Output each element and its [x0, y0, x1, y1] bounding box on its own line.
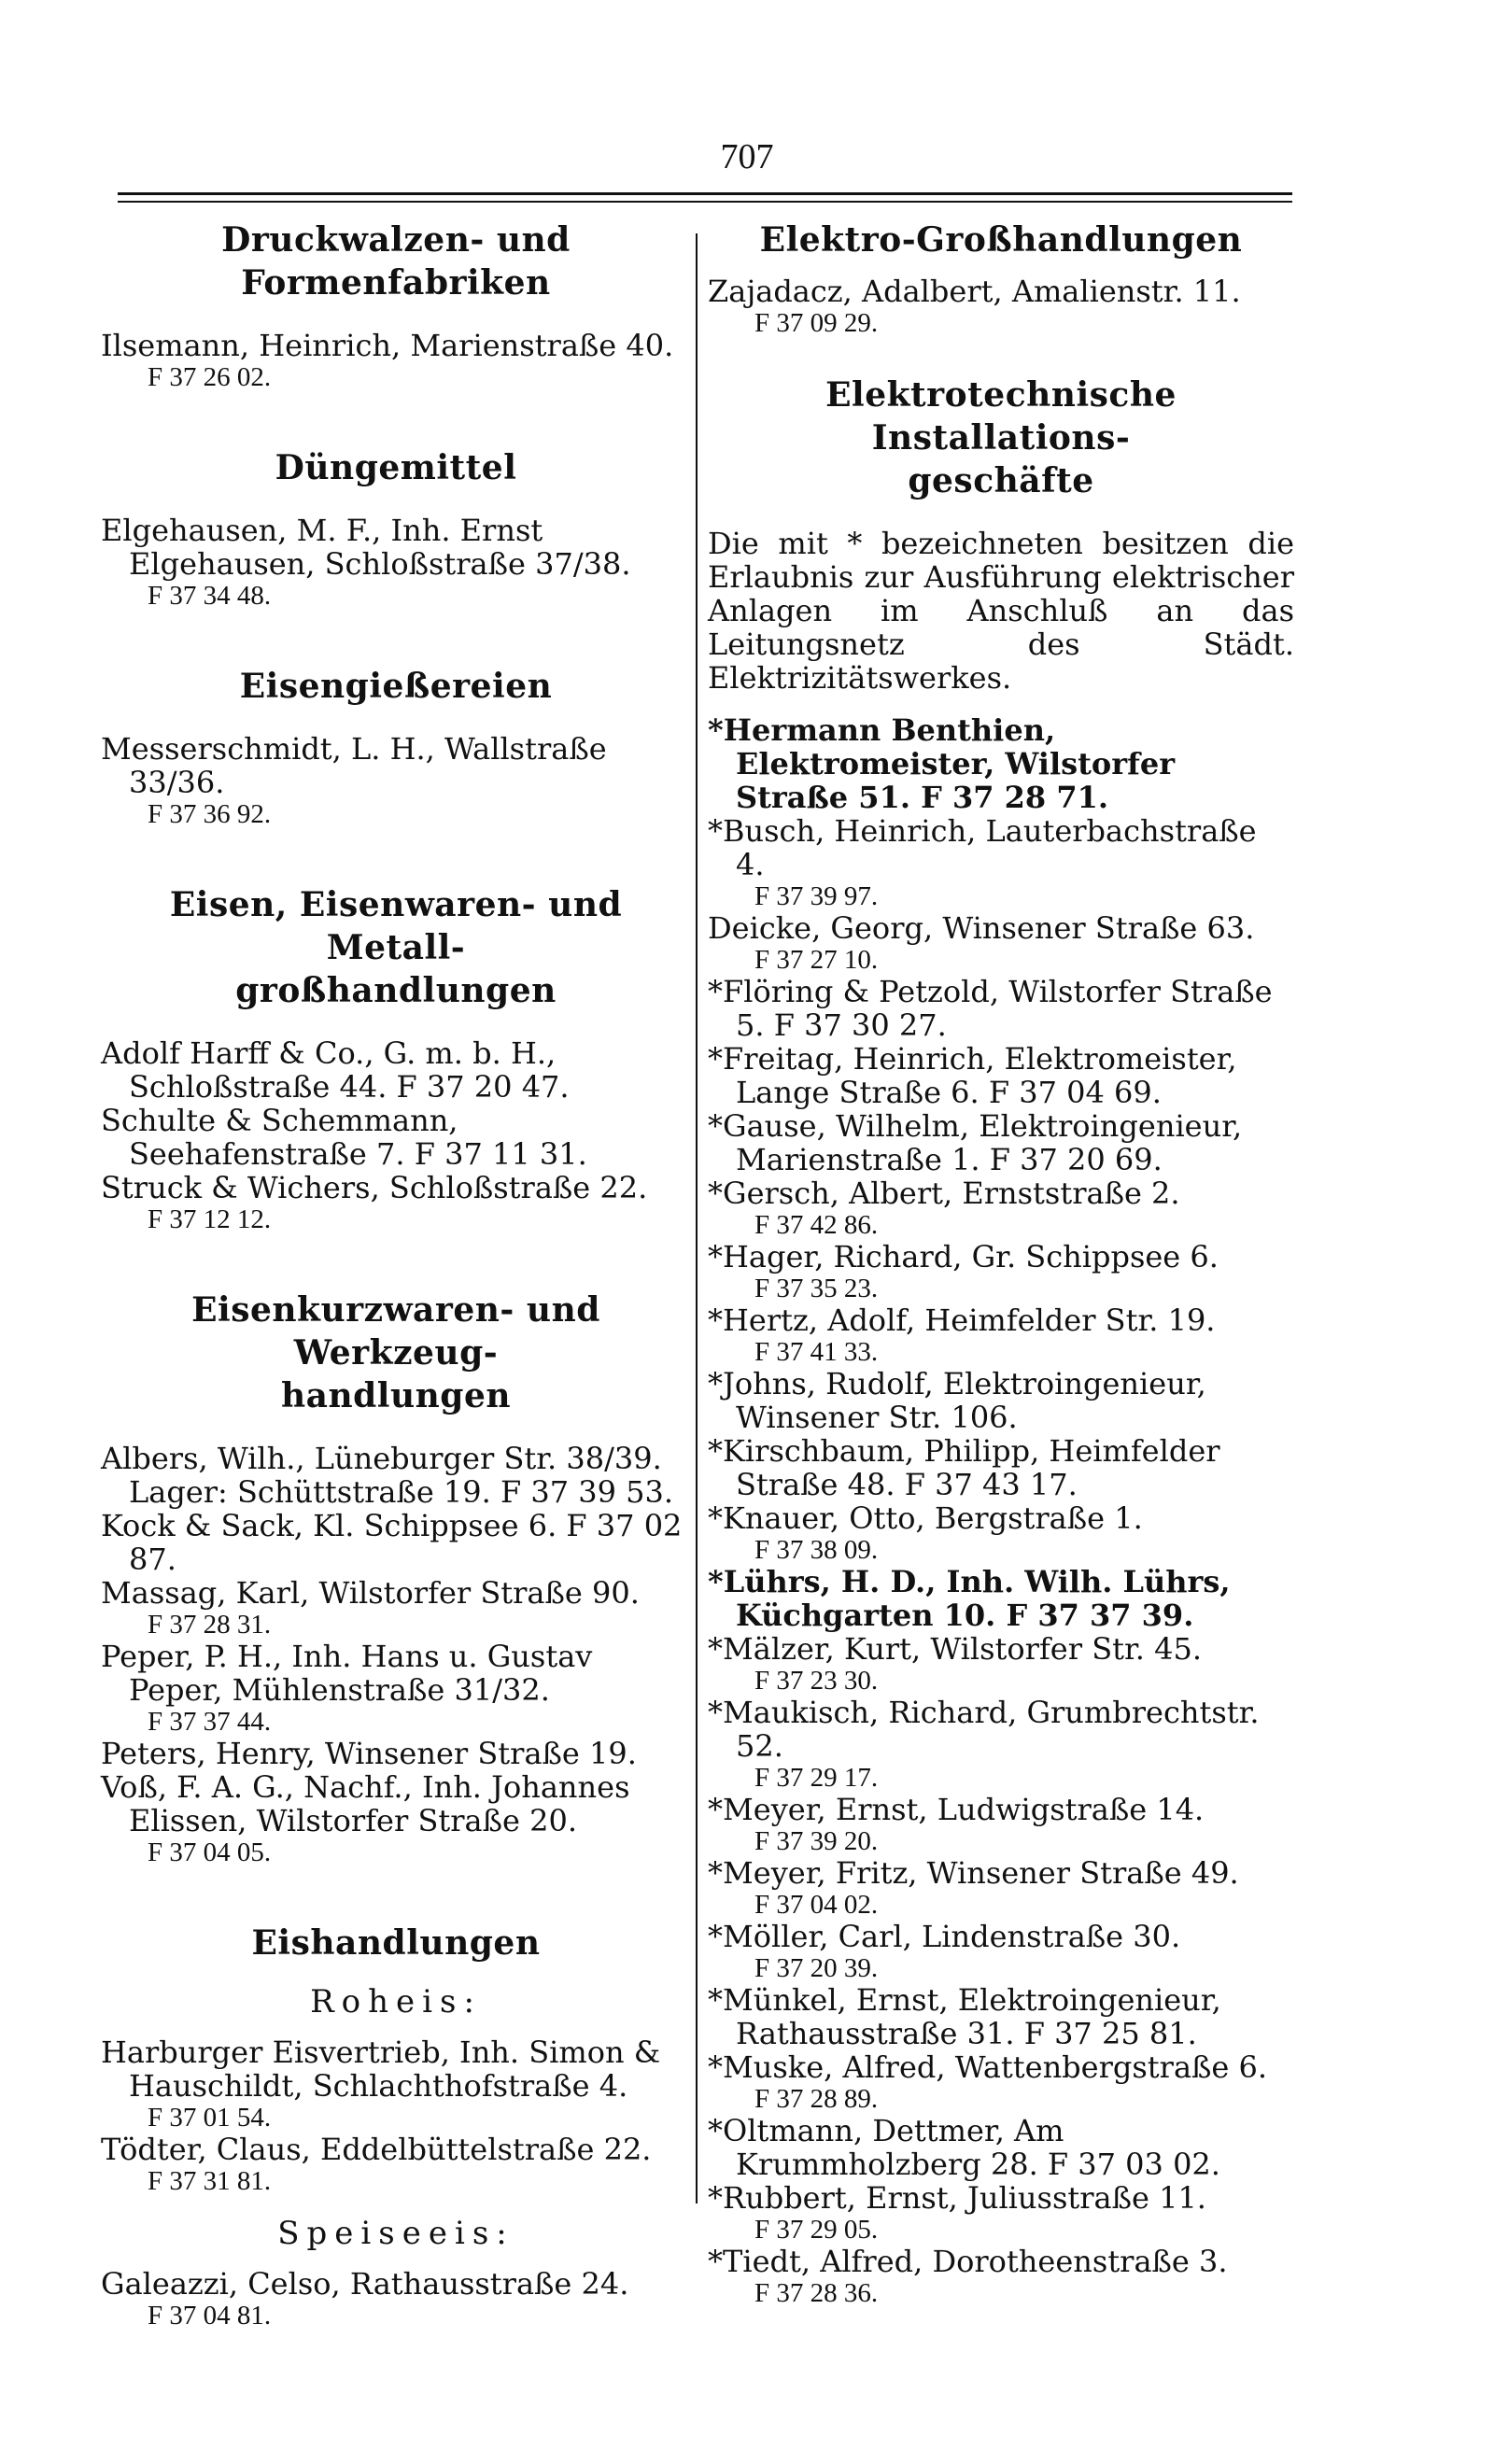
directory-entry: [708, 911, 1294, 975]
directory-entry: [708, 1793, 1294, 1856]
entry-text: Massag, Karl, Wilstorfer Straße 90.: [101, 1575, 640, 1611]
directory-entry: [708, 2245, 1294, 2308]
directory-entry: [101, 1737, 691, 1770]
directory-entry: [101, 1640, 691, 1737]
entry-text: Kock & Sack, Kl. Schippsee 6. F 37 02 87.: [101, 1508, 683, 1577]
entry-phone: F 37 28 36.: [754, 2278, 879, 2308]
entry-text: Messerschmidt, L. H., Wallstraße 33/36.: [101, 731, 607, 800]
entry-text: Deicke, Georg, Winsener Straße 63.: [708, 910, 1255, 946]
directory-entry: [708, 2050, 1294, 2114]
entry-phone: F 37 27 10.: [754, 945, 879, 975]
entry-text: Zajadacz, Adalbert, Amalienstr. 11.: [708, 274, 1241, 309]
directory-entry: [101, 1036, 691, 1104]
entry-text: *Meyer, Fritz, Winsener Straße 49.: [708, 1855, 1239, 1891]
entry-text: Schulte & Schemmann, Seehafenstraße 7. F 37 11 31.: [101, 1103, 587, 1172]
section-heading: Düngemittel: [275, 448, 517, 487]
entry-text: *Gersch, Albert, Ernststraße 2.: [708, 1176, 1180, 1211]
entry-text: Ilsemann, Heinrich, Marienstraße 40.: [101, 328, 674, 363]
entry-text: Peters, Henry, Winsener Straße 19.: [101, 1736, 637, 1771]
entry-phone: F 37 36 92.: [148, 799, 272, 829]
directory-entry: [708, 1983, 1294, 2050]
entry-text: *Freitag, Heinrich, Elektromeister, Lange Straße 6. F 37 04 69.: [708, 1041, 1237, 1110]
section-heading: Eisenkurzwaren- und Werkzeug- handlungen: [191, 1290, 600, 1415]
entry-phone: F 37 28 31.: [148, 1610, 272, 1640]
section-heading: Druckwalzen- und Formenfabriken: [221, 220, 571, 303]
page-number: 707: [720, 137, 774, 176]
directory-entry: [101, 2035, 691, 2133]
section-heading: Eishandlungen: [251, 1923, 541, 1963]
directory-entry: [708, 2181, 1294, 2245]
entry-phone: F 37 42 86.: [754, 1210, 879, 1240]
entry-text: *Hager, Richard, Gr. Schippsee 6.: [708, 1239, 1219, 1274]
section-heading: Eisen, Eisenwaren- und Metall- großhandlungen: [169, 885, 623, 1010]
directory-entry: [708, 1696, 1294, 1793]
entry-text: *Oltmann, Dettmer, Am Krummholzberg 28. F 37 03 02.: [708, 2113, 1220, 2182]
entry-phone: F 37 26 02.: [148, 362, 272, 392]
entry-text: *Muske, Alfred, Wattenbergstraße 6.: [708, 2049, 1268, 2085]
directory-entry: [708, 814, 1294, 911]
entry-phone: F 37 04 05.: [148, 1837, 272, 1867]
directory-entry: [101, 1770, 691, 1867]
entry-text: *Knauer, Otto, Bergstraße 1.: [708, 1500, 1143, 1536]
directory-entry: [708, 975, 1294, 1042]
directory-entry: [708, 1303, 1294, 1367]
entry-text: Galeazzi, Celso, Rathausstraße 24.: [101, 2266, 629, 2302]
entry-text: Tödter, Claus, Eddelbüttelstraße 22.: [101, 2132, 652, 2167]
entry-text: Elgehausen, M. F., Inh. Ernst Elgehausen, Schloßstraße 37/38.: [101, 513, 631, 582]
entry-text: *Möller, Carl, Lindenstraße 30.: [708, 1919, 1181, 1954]
entry-phone: F 37 38 09.: [754, 1535, 879, 1565]
entry-phone: F 37 01 54.: [148, 2103, 272, 2133]
directory-entry: [101, 329, 691, 392]
entry-text: *Meyer, Ernst, Ludwigstraße 14.: [708, 1792, 1205, 1827]
entry-text: *Busch, Heinrich, Lauterbachstraße 4.: [708, 813, 1257, 882]
entry-text: *Maukisch, Richard, Grumbrechtstr. 52.: [708, 1695, 1260, 1764]
entry-phone: F 37 41 33.: [754, 1337, 879, 1367]
entry-phone: F 37 34 48.: [148, 581, 272, 611]
entry-list: [101, 1442, 691, 1867]
directory-entry: [708, 1920, 1294, 1983]
directory-entry: [101, 2133, 691, 2196]
entry-phone: F 37 39 97.: [754, 881, 879, 911]
entry-text: Harburger Eisvertrieb, Inh. Simon & Hauschildt, Schlachthofstraße 4.: [101, 2035, 661, 2104]
directory-entry: [101, 2267, 691, 2330]
entry-phone: F 37 20 39.: [754, 1953, 879, 1983]
directory-entry: [101, 1442, 691, 1509]
entry-list: [101, 2035, 691, 2196]
entry-text: *Hermann Benthien, Elektromeister, Wilstorfer Straße 51. F 37 28 71.: [708, 712, 1176, 815]
directory-entry: [708, 1632, 1294, 1696]
header-rule: [118, 192, 1292, 195]
directory-entry: [708, 2114, 1294, 2181]
section-heading: Elektrotechnische Installations- geschäfte: [825, 375, 1177, 500]
directory-entry: [101, 1509, 691, 1576]
entry-text: *Münkel, Ernst, Elektroingenieur, Rathausstraße 31. F 37 25 81.: [708, 1982, 1221, 2051]
entry-text: Struck & Wichers, Schloßstraße 22.: [101, 1170, 648, 1205]
entry-text: Peper, P. H., Inh. Hans u. Gustav Peper, Mühlenstraße 31/32.: [101, 1639, 593, 1708]
entry-phone: F 37 23 30.: [754, 1666, 879, 1696]
entry-text: *Lührs, H. D., Inh. Wilh. Lührs, Küchgarten 10. F 37 37 39.: [708, 1564, 1231, 1633]
entry-text: *Gause, Wilhelm, Elektroingenieur, Marienstraße 1. F 37 20 69.: [708, 1108, 1243, 1177]
entry-phone: F 37 31 81.: [148, 2166, 272, 2196]
directory-entry: [708, 1109, 1294, 1176]
header-rule-thin: [118, 201, 1292, 203]
entry-text: *Flöring & Petzold, Wilstorfer Straße 5. F 37 30 27.: [708, 974, 1273, 1043]
entry-text: Voß, F. A. G., Nachf., Inh. Johannes Elissen, Wilstorfer Straße 20.: [101, 1769, 630, 1838]
section-heading: Elektro-Großhandlungen: [759, 220, 1243, 260]
directory-entry: [708, 1434, 1294, 1501]
entry-text: *Kirschbaum, Philipp, Heimfelder Straße 48. F 37 43 17.: [708, 1433, 1220, 1502]
directory-entry: [708, 1856, 1294, 1920]
section-heading: Eisengießereien: [239, 667, 553, 706]
entry-phone: F 37 35 23.: [754, 1274, 879, 1303]
entry-list: [101, 514, 691, 611]
right-column: [708, 217, 1294, 2308]
directory-entry: [708, 1367, 1294, 1434]
entry-phone: F 37 04 02.: [754, 1890, 879, 1920]
directory-entry: [708, 1176, 1294, 1240]
section-note: Die mit * bezeichneten besitzen die Erlaubnis zur Ausführung elektrischer Anlagen im Anschluß an das Leitungsnetz des Städt. Elektrizitätswerkes.: [708, 526, 1294, 696]
directory-entry: [708, 275, 1294, 338]
entry-phone: F 37 04 81.: [148, 2301, 272, 2330]
directory-entry: [101, 732, 691, 829]
entry-text: *Mälzer, Kurt, Wilstorfer Str. 45.: [708, 1631, 1202, 1667]
directory-entry: [708, 1240, 1294, 1303]
column-divider: [696, 233, 698, 2204]
subsection-label: Speiseeis:: [277, 2215, 514, 2252]
entry-text: Albers, Wilh., Lüneburger Str. 38/39. Lager: Schüttstraße 19. F 37 39 53.: [101, 1441, 674, 1510]
entry-phone: F 37 12 12.: [148, 1204, 272, 1234]
entry-text: *Rubbert, Ernst, Juliusstraße 11.: [708, 2180, 1206, 2216]
entry-list: [101, 329, 691, 392]
entry-list: [101, 732, 691, 829]
entry-phone: F 37 37 44.: [148, 1707, 272, 1737]
left-column: [101, 217, 691, 2330]
entry-phone: F 37 28 89.: [754, 2084, 879, 2114]
directory-entry: [708, 1042, 1294, 1109]
entry-text: *Johns, Rudolf, Elektroingenieur, Winsener Str. 106.: [708, 1366, 1206, 1435]
entry-phone: F 37 39 20.: [754, 1826, 879, 1856]
directory-entry: [708, 1501, 1294, 1565]
directory-entry: [708, 1565, 1294, 1632]
entry-text: *Hertz, Adolf, Heimfelder Str. 19.: [708, 1302, 1216, 1338]
entry-list: [708, 275, 1294, 338]
directory-entry: [101, 1171, 691, 1234]
entry-phone: F 37 29 17.: [754, 1763, 879, 1793]
entry-text: Adolf Harff & Co., G. m. b. H., Schloßstraße 44. F 37 20 47.: [101, 1035, 570, 1105]
entry-phone: F 37 29 05.: [754, 2215, 879, 2245]
directory-entry: [101, 1104, 691, 1171]
entry-list: [101, 1036, 691, 1234]
subsection-label: Roheis:: [310, 1983, 482, 2020]
directory-entry: [101, 514, 691, 611]
directory-entry: [101, 1576, 691, 1640]
directory-entry: [708, 713, 1294, 814]
entry-list: [101, 2267, 691, 2330]
entry-list: [708, 713, 1294, 2308]
entry-phone: F 37 09 29.: [754, 308, 879, 338]
entry-text: *Tiedt, Alfred, Dorotheenstraße 3.: [708, 2244, 1228, 2279]
